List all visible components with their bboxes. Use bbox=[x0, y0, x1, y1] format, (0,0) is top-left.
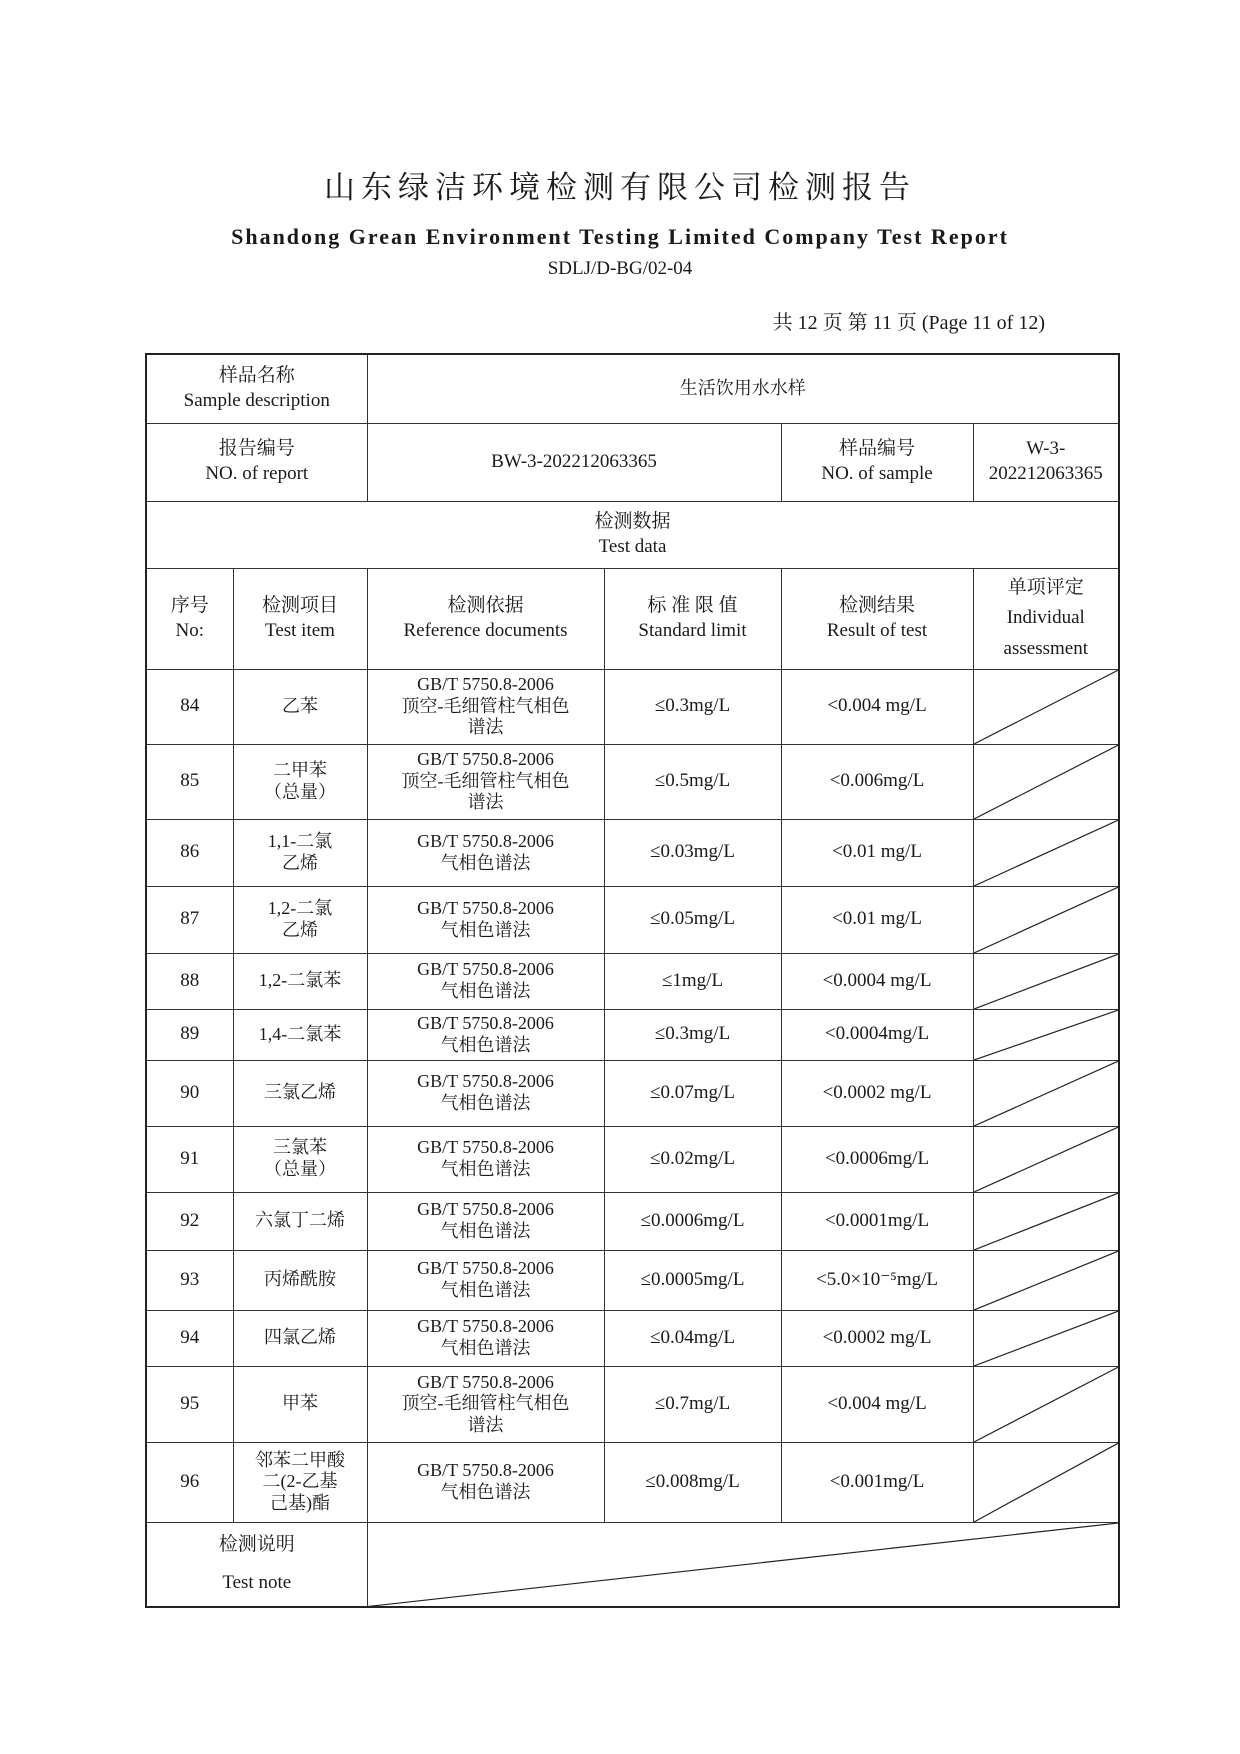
row-number: 84 bbox=[146, 669, 233, 744]
test-result: <0.0004 mg/L bbox=[781, 953, 973, 1009]
sample-number-label: 样品编号 NO. of sample bbox=[781, 423, 973, 501]
reference-document: GB/T 5750.8-2006 顶空-毛细管柱气相色 谱法 bbox=[367, 669, 604, 744]
table-row bbox=[146, 953, 1119, 1009]
standard-limit: ≤0.7mg/L bbox=[604, 1366, 781, 1442]
test-item: 丙烯酰胺 bbox=[233, 1250, 367, 1310]
test-result: <0.01 mg/L bbox=[781, 886, 973, 953]
test-item: 四氯乙烯 bbox=[233, 1310, 367, 1366]
row-number: 87 bbox=[146, 886, 233, 953]
test-result: <0.0001mg/L bbox=[781, 1192, 973, 1250]
standard-limit: ≤0.3mg/L bbox=[604, 1009, 781, 1060]
test-result: <0.0004mg/L bbox=[781, 1009, 973, 1060]
test-item: 1,4-二氯苯 bbox=[233, 1009, 367, 1060]
empty-slash bbox=[974, 887, 1119, 953]
standard-limit: ≤0.0005mg/L bbox=[604, 1250, 781, 1310]
empty-slash bbox=[974, 1367, 1119, 1442]
standard-limit: ≤1mg/L bbox=[604, 953, 781, 1009]
standard-limit: ≤0.05mg/L bbox=[604, 886, 781, 953]
empty-slash bbox=[974, 1010, 1119, 1060]
sample-description-value: 生活饮用水水样 bbox=[367, 354, 1119, 423]
empty-slash bbox=[974, 820, 1119, 886]
sample-description-row bbox=[146, 354, 1119, 423]
col-header-item: 检测项目 Test item bbox=[233, 568, 367, 669]
row-number: 96 bbox=[146, 1442, 233, 1522]
document-code: SDLJ/D-BG/02-04 bbox=[547, 258, 693, 279]
test-data-row bbox=[146, 501, 1119, 568]
individual-assessment bbox=[973, 1060, 1119, 1126]
test-item: 甲苯 bbox=[233, 1366, 367, 1442]
table-row bbox=[146, 1126, 1119, 1192]
test-result: <5.0×10⁻⁵mg/L bbox=[781, 1250, 973, 1310]
empty-slash bbox=[974, 954, 1119, 1009]
test-result: <0.006mg/L bbox=[781, 744, 973, 819]
individual-assessment bbox=[973, 953, 1119, 1009]
row-number: 94 bbox=[146, 1310, 233, 1366]
reference-document: GB/T 5750.8-2006 顶空-毛细管柱气相色 谱法 bbox=[367, 744, 604, 819]
empty-slash bbox=[368, 1523, 1119, 1607]
table-row bbox=[146, 1310, 1119, 1366]
reference-document: GB/T 5750.8-2006 气相色谱法 bbox=[367, 1310, 604, 1366]
table-row bbox=[146, 1250, 1119, 1310]
standard-limit: ≤0.07mg/L bbox=[604, 1060, 781, 1126]
report-title-en: Shandong Grean Environment Testing Limited Company Test Report bbox=[231, 224, 1009, 249]
test-report-table bbox=[145, 353, 1120, 1608]
test-item: 二甲苯 （总量） bbox=[233, 744, 367, 819]
empty-slash bbox=[974, 1061, 1119, 1126]
standard-limit: ≤0.02mg/L bbox=[604, 1126, 781, 1192]
test-item: 乙苯 bbox=[233, 669, 367, 744]
empty-slash bbox=[974, 670, 1119, 744]
test-result: <0.0002 mg/L bbox=[781, 1310, 973, 1366]
report-number-value: BW-3-202212063365 bbox=[367, 423, 781, 501]
empty-slash bbox=[974, 745, 1119, 819]
individual-assessment bbox=[973, 1250, 1119, 1310]
standard-limit: ≤0.3mg/L bbox=[604, 669, 781, 744]
empty-slash bbox=[974, 1443, 1119, 1522]
test-item: 邻苯二甲酸 二(2-乙基 己基)酯 bbox=[233, 1442, 367, 1522]
table-row bbox=[146, 1192, 1119, 1250]
standard-limit: ≤0.03mg/L bbox=[604, 819, 781, 886]
col-header-limit: 标 准 限 值 Standard limit bbox=[604, 568, 781, 669]
empty-slash bbox=[974, 1251, 1119, 1310]
reference-document: GB/T 5750.8-2006 气相色谱法 bbox=[367, 1126, 604, 1192]
individual-assessment bbox=[973, 1126, 1119, 1192]
test-result: <0.01 mg/L bbox=[781, 819, 973, 886]
reference-document: GB/T 5750.8-2006 气相色谱法 bbox=[367, 1250, 604, 1310]
table-row bbox=[146, 1442, 1119, 1522]
test-data-heading: 检测数据 Test data bbox=[146, 501, 1119, 568]
row-number: 95 bbox=[146, 1366, 233, 1442]
individual-assessment bbox=[973, 744, 1119, 819]
row-number: 89 bbox=[146, 1009, 233, 1060]
row-number: 92 bbox=[146, 1192, 233, 1250]
table-row bbox=[146, 1060, 1119, 1126]
reference-document: GB/T 5750.8-2006 气相色谱法 bbox=[367, 1442, 604, 1522]
col-header-assessment: 单项评定 Individual assessment bbox=[973, 568, 1119, 669]
table-row bbox=[146, 744, 1119, 819]
row-number: 86 bbox=[146, 819, 233, 886]
test-result: <0.004 mg/L bbox=[781, 1366, 973, 1442]
table-row bbox=[146, 886, 1119, 953]
report-title-cn: 山东绿洁环境检测有限公司检测报告 bbox=[324, 170, 916, 206]
column-header-row bbox=[146, 568, 1119, 669]
table-row bbox=[146, 1009, 1119, 1060]
individual-assessment bbox=[973, 1192, 1119, 1250]
standard-limit: ≤0.008mg/L bbox=[604, 1442, 781, 1522]
test-result: <0.004 mg/L bbox=[781, 669, 973, 744]
table-row bbox=[146, 669, 1119, 744]
row-number: 88 bbox=[146, 953, 233, 1009]
reference-document: GB/T 5750.8-2006 气相色谱法 bbox=[367, 953, 604, 1009]
row-number: 93 bbox=[146, 1250, 233, 1310]
individual-assessment bbox=[973, 819, 1119, 886]
test-item: 1,2-二氯苯 bbox=[233, 953, 367, 1009]
reference-document: GB/T 5750.8-2006 顶空-毛细管柱气相色 谱法 bbox=[367, 1366, 604, 1442]
col-header-result: 检测结果 Result of test bbox=[781, 568, 973, 669]
test-result: <0.0002 mg/L bbox=[781, 1060, 973, 1126]
individual-assessment bbox=[973, 886, 1119, 953]
test-item: 1,2-二氯 乙烯 bbox=[233, 886, 367, 953]
individual-assessment bbox=[973, 1009, 1119, 1060]
test-item: 三氯乙烯 bbox=[233, 1060, 367, 1126]
test-item: 1,1-二氯 乙烯 bbox=[233, 819, 367, 886]
reference-document: GB/T 5750.8-2006 气相色谱法 bbox=[367, 819, 604, 886]
empty-slash bbox=[974, 1127, 1119, 1192]
reference-document: GB/T 5750.8-2006 气相色谱法 bbox=[367, 1009, 604, 1060]
report-number-label: 报告编号 NO. of report bbox=[146, 423, 367, 501]
sample-number-value: W-3-202212063365 bbox=[973, 423, 1119, 501]
test-item: 三氯苯 （总量） bbox=[233, 1126, 367, 1192]
sample-description-label: 样品名称 Sample description bbox=[146, 354, 367, 423]
row-number: 90 bbox=[146, 1060, 233, 1126]
report-number-row bbox=[146, 423, 1119, 501]
reference-document: GB/T 5750.8-2006 气相色谱法 bbox=[367, 1060, 604, 1126]
standard-limit: ≤0.04mg/L bbox=[604, 1310, 781, 1366]
test-result: <0.001mg/L bbox=[781, 1442, 973, 1522]
empty-slash bbox=[974, 1311, 1119, 1366]
individual-assessment bbox=[973, 1366, 1119, 1442]
standard-limit: ≤0.5mg/L bbox=[604, 744, 781, 819]
individual-assessment bbox=[973, 1310, 1119, 1366]
row-number: 91 bbox=[146, 1126, 233, 1192]
test-item: 六氯丁二烯 bbox=[233, 1192, 367, 1250]
reference-document: GB/T 5750.8-2006 气相色谱法 bbox=[367, 1192, 604, 1250]
test-note-label: 检测说明 Test note bbox=[146, 1522, 367, 1607]
col-header-no: 序号 No: bbox=[146, 568, 233, 669]
test-note-row bbox=[146, 1522, 1119, 1607]
test-note-value bbox=[367, 1522, 1119, 1607]
test-result: <0.0006mg/L bbox=[781, 1126, 973, 1192]
standard-limit: ≤0.0006mg/L bbox=[604, 1192, 781, 1250]
row-number: 85 bbox=[146, 744, 233, 819]
table-row bbox=[146, 1366, 1119, 1442]
empty-slash bbox=[974, 1193, 1119, 1250]
table-row bbox=[146, 819, 1119, 886]
page-info: 共 12 页 第 11 页 (Page 11 of 12) bbox=[772, 312, 1045, 334]
individual-assessment bbox=[973, 1442, 1119, 1522]
col-header-reference: 检测依据 Reference documents bbox=[367, 568, 604, 669]
individual-assessment bbox=[973, 669, 1119, 744]
reference-document: GB/T 5750.8-2006 气相色谱法 bbox=[367, 886, 604, 953]
